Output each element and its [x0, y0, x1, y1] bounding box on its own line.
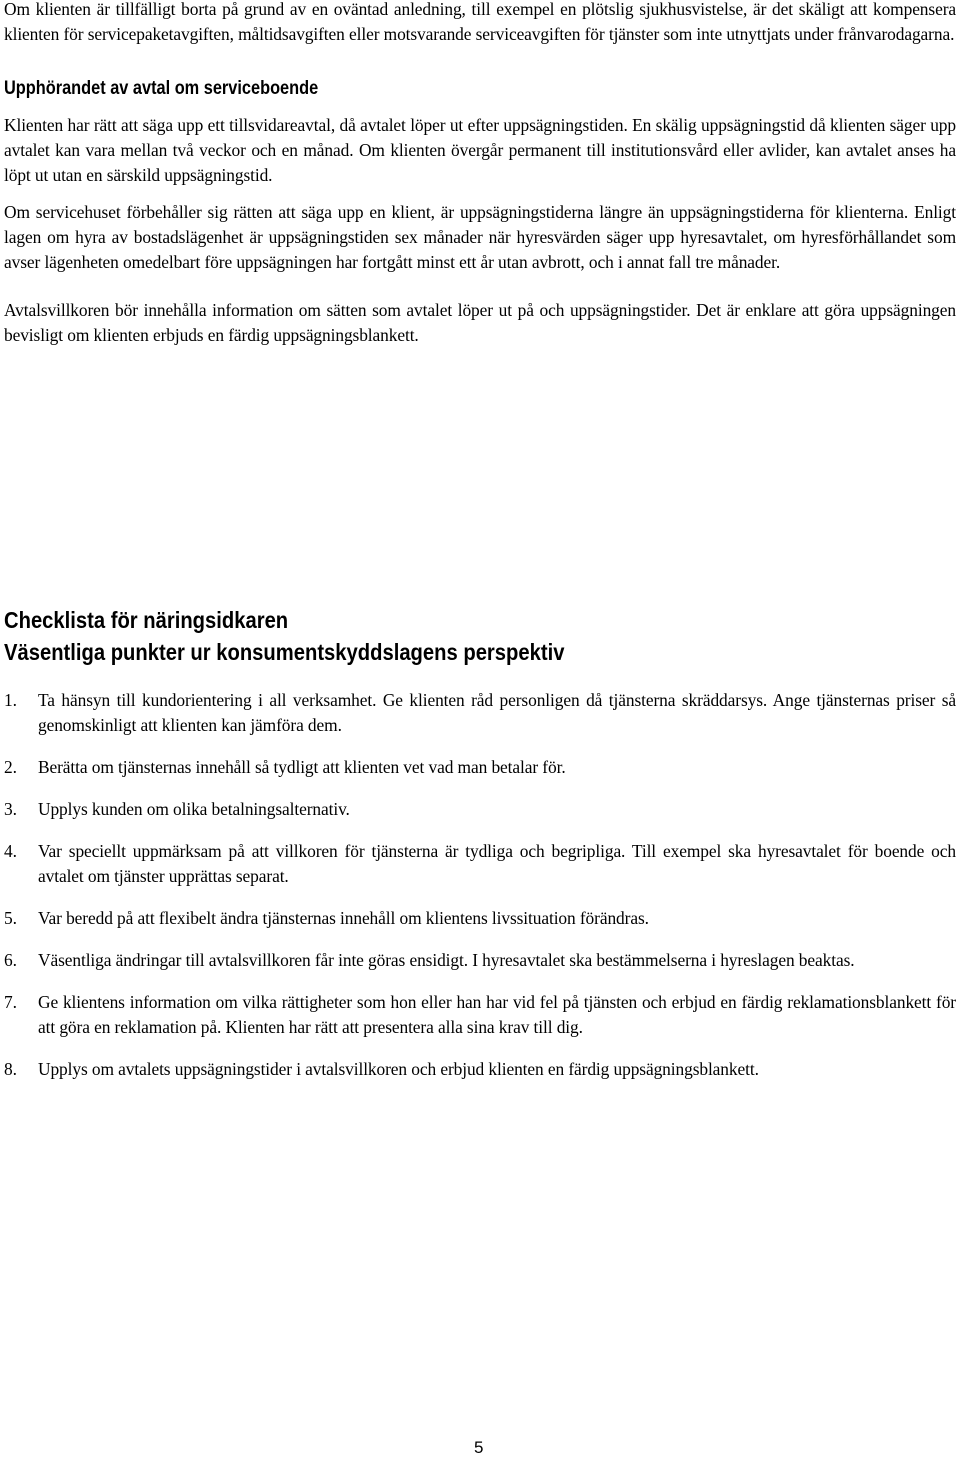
section-heading-termination: Upphörandet av avtal om serviceboende — [4, 78, 319, 99]
checklist-item-4 — [4, 839, 956, 889]
list-item-text: Var beredd på att flexibelt ändra tjänsternas innehåll om klientens livssituation förändras. — [38, 908, 649, 928]
list-item-number: 7. — [4, 992, 17, 1012]
document-page — [4, 0, 956, 1082]
termination-paragraph-2: Om servicehuset förbehåller sig rätten att säga upp en klient, är uppsägningstiderna längre än uppsägningstiderna för klienterna. Enligt lagen om hyra av bostadslägenhet är uppsägningstiden sex månader när hyresvärden säger upp hyresavtalet, om hyresförhållandet som avser lägenheten omedelbart före uppsägningen har fortgått minst ett år utan avbrott, och i annat fall tre månader. — [4, 202, 956, 272]
termination-paragraph-1: Klienten har rätt att säga upp ett tillsvidareavtal, då avtalet löper ut efter uppsägningstiden. En skälig uppsägningstid då klienten säger upp avtalet kan vara mellan två veckor och en månad. Om klienten övergår permanent till institutionsvård eller avlider, kan avtalet anses ha löpt ut utan en särskild uppsägningstid. — [4, 115, 956, 185]
list-item-number: 6. — [4, 950, 17, 970]
list-item-number: 3. — [4, 799, 17, 819]
checklist-item-7 — [4, 990, 956, 1040]
checklist-item-8 — [4, 1057, 956, 1082]
list-item-text: Upplys om avtalets uppsägningstider i avtalsvillkoren och erbjud klienten en färdig uppsägningsblankett. — [38, 1059, 759, 1079]
list-item-number: 2. — [4, 757, 17, 777]
list-item-number: 8. — [4, 1059, 17, 1079]
list-item-number: 4. — [4, 841, 17, 861]
checklist-item-2 — [4, 755, 956, 780]
list-item-text: Upplys kunden om olika betalningsalternativ. — [38, 799, 350, 819]
checklist-item-6 — [4, 948, 956, 973]
checklist-item-1 — [4, 688, 956, 738]
page-number: 5 — [474, 1438, 484, 1457]
list-item-text: Berätta om tjänsternas innehåll så tydligt att klienten vet vad man betalar för. — [38, 757, 566, 777]
checklist — [4, 688, 956, 1082]
checklist-subtitle: Väsentliga punkter ur konsumentskyddslagens perspektiv — [4, 639, 565, 665]
list-item-text: Ta hänsyn till kundorientering i all verksamhet. Ge klienten råd personligen då tjänsterna skräddarsys. Ange tjänsternas priser så genomskinligt att klienten kan jämföra dem. — [38, 690, 956, 735]
list-item-number: 5. — [4, 908, 17, 928]
list-item-number: 1. — [4, 690, 17, 710]
termination-paragraph-3: Avtalsvillkoren bör innehålla information om sätten som avtalet löper ut på och uppsägningstider. Det är enklare att göra uppsägningen bevisligt om klienten erbjuds en färdig uppsägningsblankett. — [4, 300, 956, 345]
list-item-text: Väsentliga ändringar till avtalsvillkoren får inte göras ensidigt. I hyresavtalet ska bestämmelserna i hyreslagen beaktas. — [38, 950, 855, 970]
checklist-item-3 — [4, 797, 956, 822]
list-item-text: Ge klientens information om vilka rättigheter som hon eller han har vid fel på tjänsten och erbjud en färdig reklamationsblankett för att göra en reklamation på. Klienten har rätt att presentera alla sina krav till dig. — [38, 992, 956, 1037]
checklist-item-5 — [4, 906, 956, 931]
checklist-title: Checklista för näringsidkaren — [4, 607, 289, 633]
intro-paragraph: Om klienten är tillfälligt borta på grund av en oväntad anledning, till exempel en plötslig sjukhusvistelse, är det skäligt att kompensera klienten för servicepaketavgiften, måltidsavgiften eller motsvarande serviceavgiften för tjänster som inte utnyttjats under frånvarodagarna. — [4, 0, 956, 44]
list-item-text: Var speciellt uppmärksam på att villkoren för tjänsterna är tydliga och begripliga. Till exempel ska hyresavtalet för boende och avtalet om tjänster upprättas separat. — [38, 841, 956, 886]
